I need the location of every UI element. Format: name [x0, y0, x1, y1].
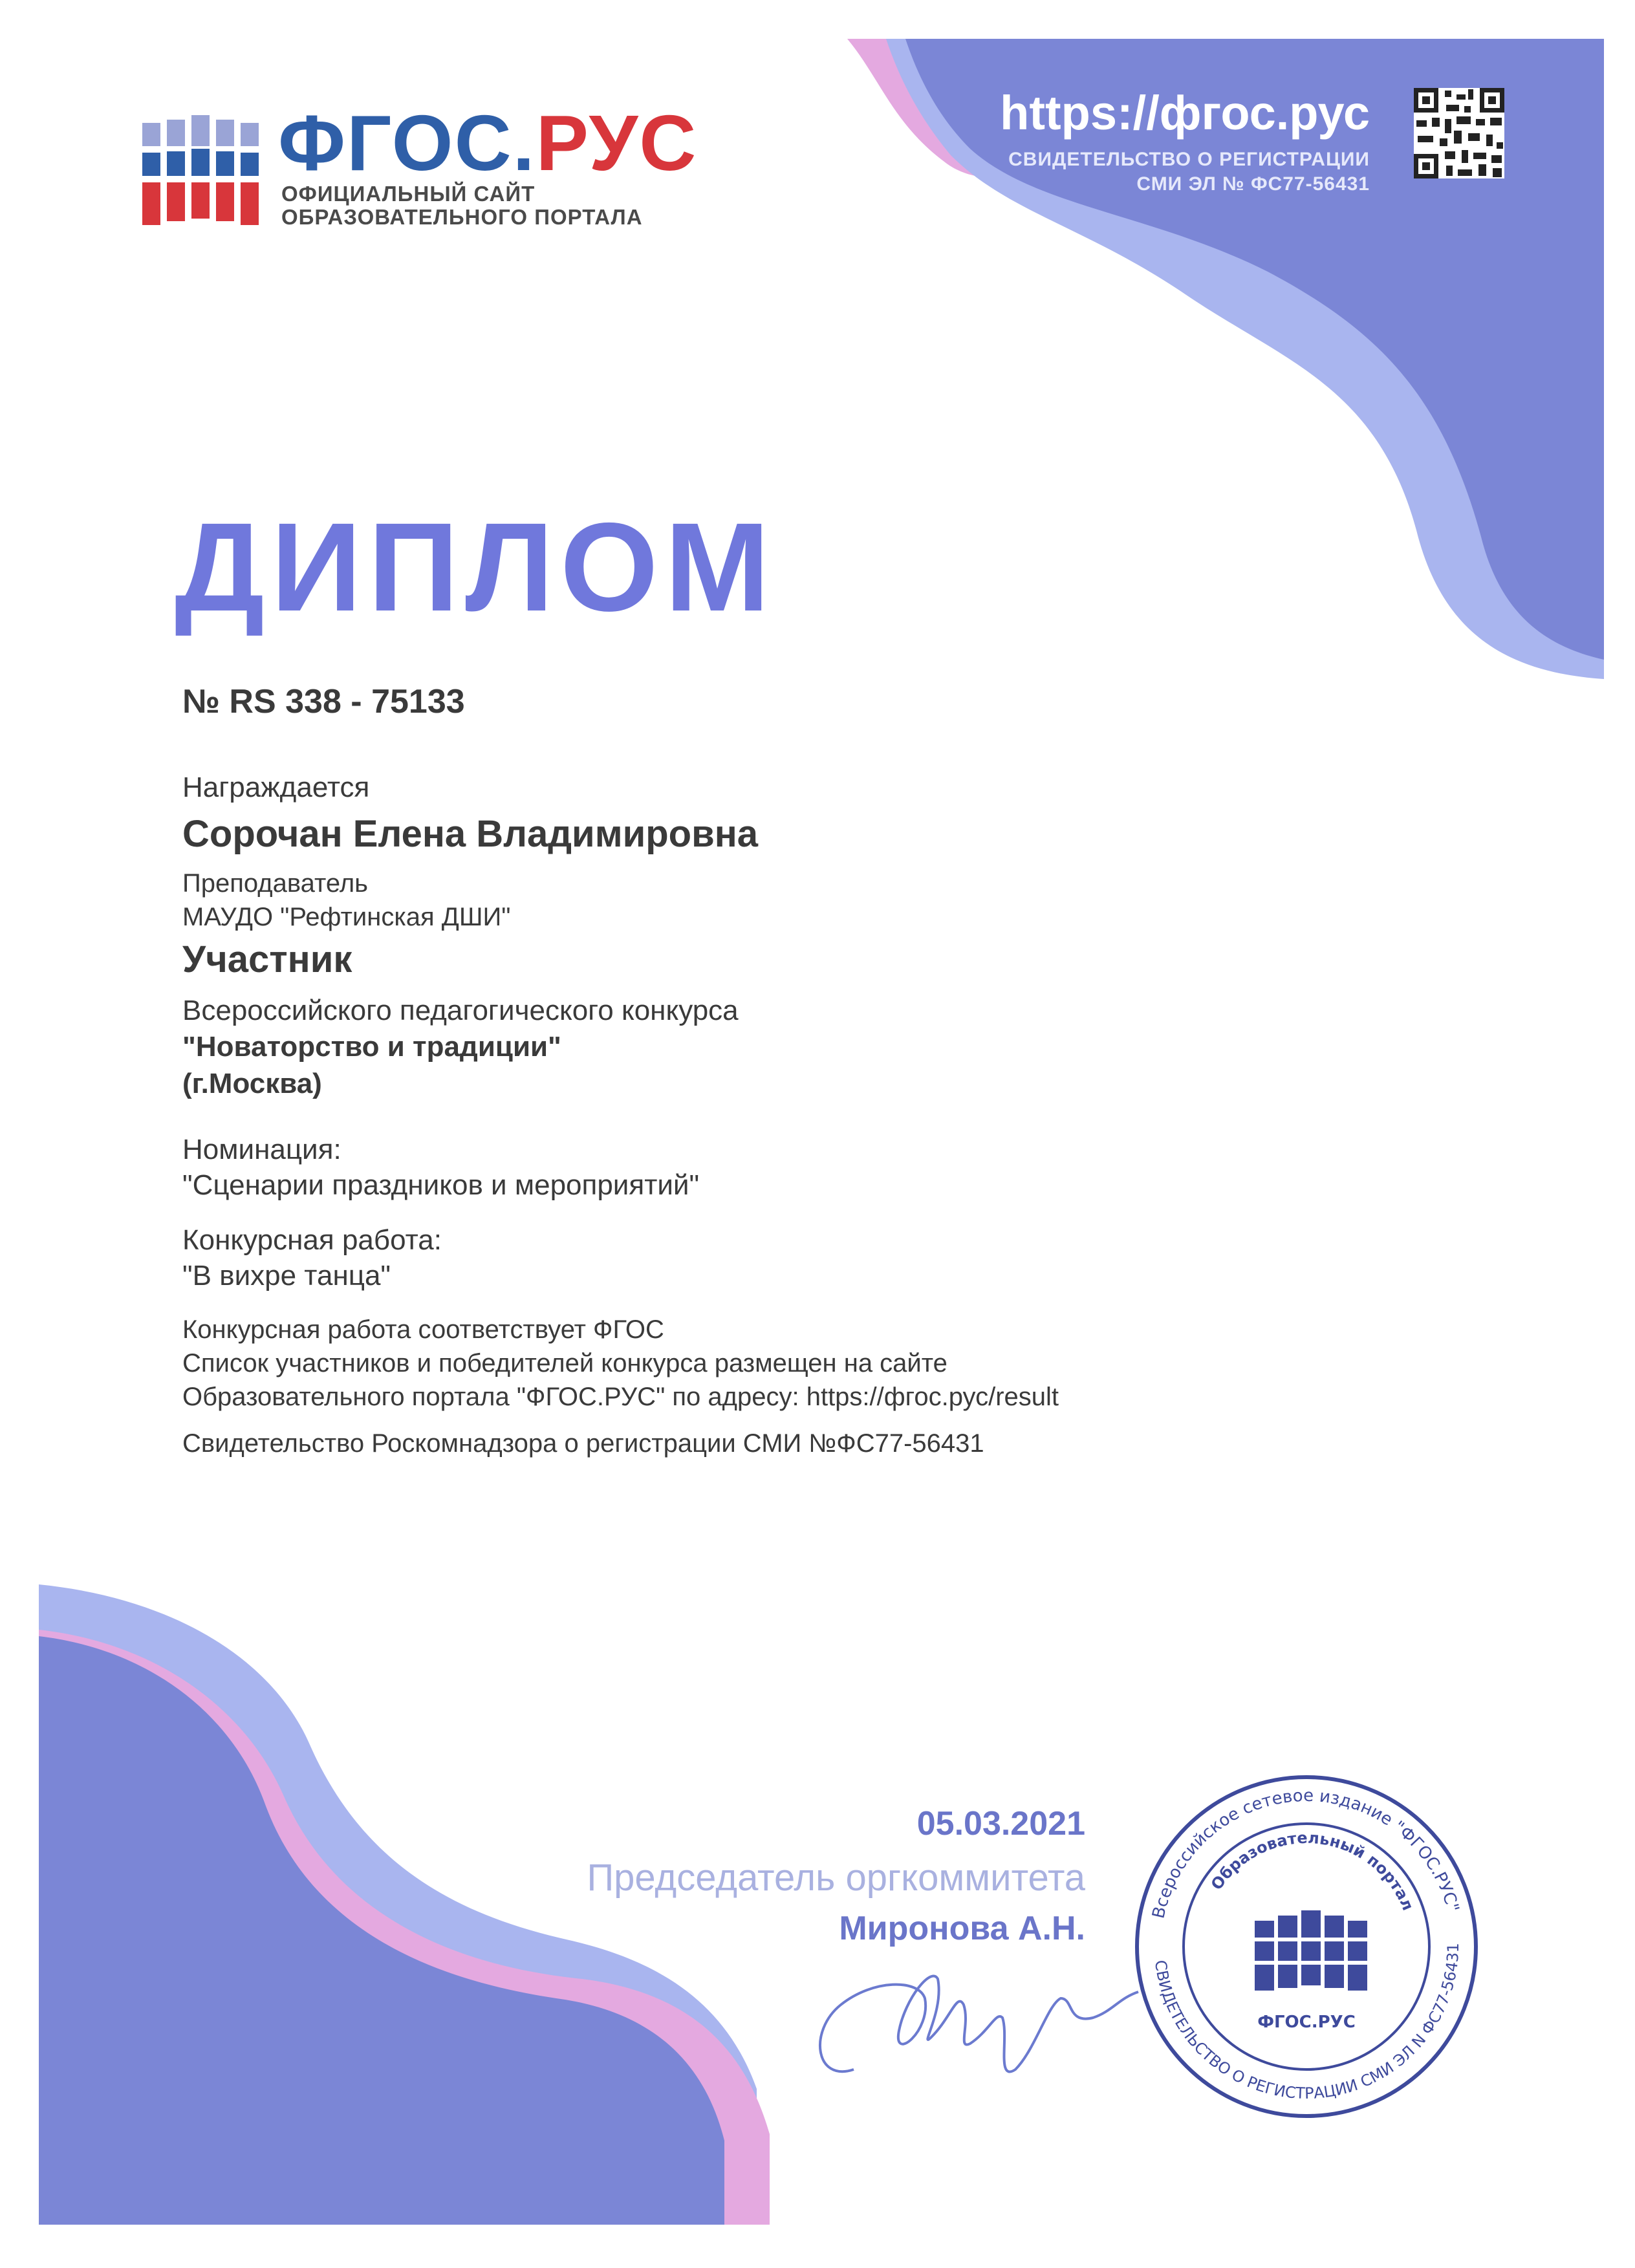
participation-status: Участник	[182, 938, 352, 980]
diploma-title: ДИПЛОМ	[175, 497, 777, 638]
logo-subtitle-line2: ОБРАЗОВАТЕЛЬНОГО ПОРТАЛА	[281, 205, 643, 230]
registration-line1: СВИДЕТЕЛЬСТВО О РЕГИСТРАЦИИ	[1008, 149, 1370, 170]
issue-date: 05.03.2021	[916, 1805, 1085, 1842]
note-fgos-compliance: Конкурсная работа соответствует ФГОС	[182, 1315, 664, 1344]
stamp-center-label: ФГОС.РУС	[1257, 2013, 1356, 2032]
nomination-block	[182, 1132, 1411, 1203]
logo-title	[278, 99, 698, 187]
registration-line2: СМИ ЭЛ № ФС77-56431	[1136, 173, 1370, 195]
note-results-list: Список участников и победителей конкурса размещен на сайте	[182, 1349, 947, 1377]
registration-note-block	[182, 1427, 1411, 1460]
work-title: "В вихре танца"	[182, 1260, 391, 1291]
chair-name: Миронова А.Н.	[839, 1910, 1085, 1947]
diploma-number: № RS 338 - 75133	[182, 683, 465, 720]
recipient-name: Сорочан Елена Владимировна	[182, 813, 759, 855]
stamp-outer-bottom-text: СВИДЕТЕЛЬСТВО О РЕГИСТРАЦИИ СМИ ЭЛ N ФС77-56431	[1151, 1943, 1463, 2103]
logo-subtitle	[281, 182, 643, 230]
contest-city: (г.Москва)	[182, 1068, 322, 1100]
qr-code-icon	[1414, 88, 1504, 178]
position-block	[182, 867, 1411, 934]
contest-description: Всероссийского педагогического конкурса	[182, 995, 739, 1026]
logo-title-part1: ФГОС.	[278, 99, 536, 187]
chair-title: Председатель оргкоммитета	[587, 1857, 1085, 1899]
status-block	[182, 938, 1411, 981]
work-block	[182, 1222, 1411, 1293]
stamp-building-icon	[1255, 1910, 1367, 1991]
awarded-label-block	[182, 770, 1411, 805]
recipient-block	[182, 812, 1411, 856]
note-results-url: Образовательного портала "ФГОС.РУС" по адресу: https://фгос.рус/result	[182, 1383, 1059, 1411]
logo-title-part2: РУС	[536, 99, 698, 187]
recipient-position: Преподаватель	[182, 869, 368, 898]
registration-info	[1008, 147, 1370, 196]
notes-block	[182, 1313, 1411, 1414]
official-stamp	[1132, 1772, 1481, 2121]
logo-building-icon	[142, 115, 259, 225]
stamp-inner-text: Образовательный портал	[1207, 1828, 1418, 1914]
contest-block	[182, 993, 1411, 1102]
stamp-outer-top-text: Всероссийское сетевое издание "ФГОС.РУС"	[1149, 1786, 1463, 1921]
awarded-label: Награждается	[182, 772, 370, 803]
work-label: Конкурсная работа:	[182, 1224, 442, 1256]
nomination-label: Номинация:	[182, 1134, 341, 1165]
signature	[820, 1976, 1138, 2071]
nomination-value: "Сценарии праздников и мероприятий"	[182, 1169, 700, 1201]
note-registration: Свидетельство Роскомнадзора о регистрации СМИ №ФС77-56431	[182, 1429, 984, 1458]
recipient-organization: МАУДО "Рефтинская ДШИ"	[182, 903, 511, 931]
logo-subtitle-line1: ОФИЦИАЛЬНЫЙ САЙТ	[281, 182, 536, 206]
contest-name: "Новаторство и традиции"	[182, 1031, 561, 1063]
site-url: https://фгос.рус	[1000, 86, 1370, 140]
